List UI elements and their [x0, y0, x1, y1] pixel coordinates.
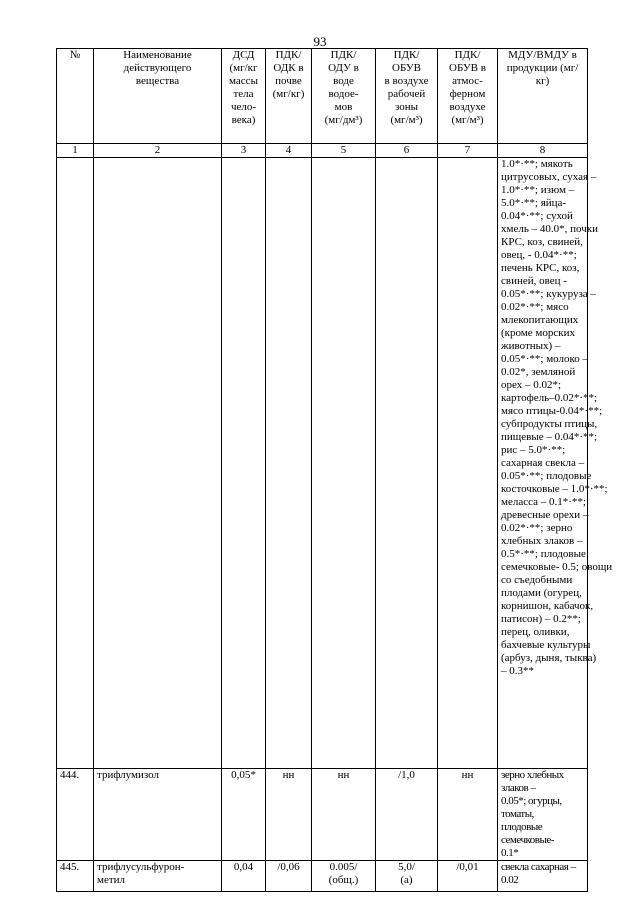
page-number: 93 — [313, 34, 327, 49]
mdu-line: КРС, коз, свиней, — [501, 236, 583, 248]
header-line: почве — [275, 75, 302, 87]
cell-line: /1,0 — [398, 769, 415, 781]
mdu-line: 0.05*·**; кукуруза – — [501, 288, 596, 300]
pdk-water-value — [312, 769, 376, 861]
column-number: 1 — [57, 144, 94, 158]
cell-line: плодовые семечковые- — [501, 821, 554, 846]
mdu-line: сахарная свекла – — [501, 457, 585, 469]
header-line: водое- — [328, 88, 359, 100]
mdu-line: корнишон, кабачок, — [501, 600, 594, 612]
header-line: (мг/м³) — [390, 114, 423, 126]
header-cell — [498, 49, 588, 144]
pdk-atm-value — [438, 769, 498, 861]
header-line: продукции (мг/кг) — [506, 62, 579, 87]
header-cell — [57, 49, 94, 144]
mdu-line: 1.0*·**; изюм – — [501, 184, 575, 196]
column-number: 4 — [266, 144, 312, 158]
mdu-line: свиней, овец - — [501, 275, 567, 287]
mdu-line: со съедобными — [501, 574, 573, 586]
mdu-line: бахчевые культуры — [501, 639, 591, 651]
mdu-line: мясо птицы-0.04*·**; — [501, 405, 603, 417]
mdu-line: пищевые – 0.04*·**; — [501, 431, 598, 443]
column-number: 3 — [222, 144, 266, 158]
column-number: 6 — [376, 144, 438, 158]
mdu-line: хмель – 40.0*, почки — [501, 223, 598, 235]
cell-line: (а) — [400, 874, 413, 886]
continuation-row — [57, 158, 588, 769]
header-line: зоны — [394, 101, 419, 113]
mdu-value — [498, 861, 588, 892]
header-line: атмос- — [452, 75, 483, 87]
mdu-line: овец, - 0.04*·**; — [501, 249, 577, 261]
header-line: в воздухе — [384, 75, 429, 87]
mdu-line: орех – 0.02*; — [501, 379, 562, 391]
mdu-line: 5.0*·**; яйца- — [501, 197, 567, 209]
header-cell — [266, 49, 312, 144]
header-cell — [312, 49, 376, 144]
cell-line: нн — [461, 769, 474, 781]
header-line: ПДК/ — [330, 49, 357, 61]
header-line: ферном — [449, 88, 486, 100]
continuation-mdu-cell — [498, 158, 613, 769]
header-line: массы — [229, 75, 258, 87]
mdu-line: рис – 5.0*·**; — [501, 444, 566, 456]
header-line: мов — [334, 101, 353, 113]
mdu-line: картофель–0.02*·**; — [501, 392, 598, 404]
mdu-line: 1.0*·**; мякоть — [501, 158, 573, 170]
cell-line: /0,01 — [456, 861, 479, 873]
pdk-soil-value — [266, 769, 312, 861]
cell-line: (общ.) — [328, 874, 359, 886]
column-number: 7 — [438, 144, 498, 158]
mdu-line: субпродукты птицы, — [501, 418, 598, 430]
cell-line: трифлусульфурон- — [97, 861, 185, 873]
cell-line: нн — [282, 769, 295, 781]
mdu-line: цитрусовых, сухая – — [501, 171, 597, 183]
pdk-soil-value — [266, 861, 312, 892]
header-line: вещества — [135, 75, 180, 87]
mdu-line: – 0.3** — [501, 665, 534, 677]
mdu-line: (арбуз, дыня, тыква) — [501, 652, 597, 664]
mdu-line: (кроме морских — [501, 327, 575, 339]
dsd-value — [222, 861, 266, 892]
header-line: ДСД — [232, 49, 255, 61]
cell-line: зерно хлебных злаков – — [501, 769, 564, 794]
column-number: 8 — [498, 144, 588, 158]
header-line: (мг/м³) — [451, 114, 484, 126]
mdu-line: косточковые – 1.0*·**; — [501, 483, 608, 495]
mdu-line: 0.05*·**; плодовые — [501, 470, 592, 482]
table-row — [57, 861, 588, 892]
column-number: 2 — [94, 144, 222, 158]
pdk-atm-value — [438, 861, 498, 892]
cell-line: /0,06 — [277, 861, 300, 873]
mdu-line: 0.02*·**; мясо — [501, 301, 569, 313]
substance-name — [94, 769, 222, 861]
mdu-line: печень КРС, коз, — [501, 262, 580, 274]
mdu-line: животных) – — [501, 340, 561, 352]
cell-line: свекла сахарная – 0.02 — [501, 861, 576, 886]
dsd-value — [222, 769, 266, 861]
column-number-row — [57, 144, 588, 158]
header-line: МДУ/ВМДУ в — [508, 49, 577, 61]
header-line: воздухе — [449, 101, 486, 113]
mdu-line: хлебных злаков – — [501, 535, 583, 547]
cell-line: 0.005/ — [329, 861, 358, 873]
table-row — [57, 769, 588, 861]
header-cell — [376, 49, 438, 144]
header-line: (мг/дм³) — [324, 114, 363, 126]
mdu-line: семечковые- 0.5; овощи — [501, 561, 613, 573]
cell-line: 0.1* — [501, 847, 519, 859]
header-line: ПДК/ — [275, 49, 302, 61]
mdu-line: древесные орехи – — [501, 509, 589, 521]
mdu-line: 0.02*·**; зерно — [501, 522, 573, 534]
cell-line: 0.05*; огурцы, томаты, — [501, 795, 562, 820]
header-line: рабочей — [387, 88, 426, 100]
substance-name — [94, 861, 222, 892]
header-line: (мг/кг) — [272, 88, 305, 100]
cell-line: 5,0/ — [398, 861, 415, 873]
header-cell — [222, 49, 266, 144]
header-line: ОБУВ — [392, 62, 421, 74]
pdk-work-value — [376, 769, 438, 861]
header-line: тела — [233, 88, 254, 100]
mdu-line: млекопитающих — [501, 314, 579, 326]
header-line: (мг/кг — [229, 62, 258, 74]
cell-line: трифлумизол — [97, 769, 159, 781]
column-number: 5 — [312, 144, 376, 158]
mdu-line: 0.5*·**; плодовые — [501, 548, 586, 560]
cell-line: 0,05* — [231, 769, 256, 781]
cell-line: метил — [97, 874, 126, 886]
header-line: чело- — [230, 101, 257, 113]
header-line: века) — [231, 114, 256, 126]
pdk-work-value — [376, 861, 438, 892]
header-line: воде — [333, 75, 354, 87]
regulation-table — [56, 48, 613, 892]
header-line: ПДК/ — [393, 49, 420, 61]
pdk-water-value — [312, 861, 376, 892]
header-line: действующего — [123, 62, 192, 74]
row-number: 444. — [57, 769, 94, 861]
mdu-line: 0.05*·**; молоко – — [501, 353, 589, 365]
row-number: 445. — [57, 861, 94, 892]
header-line: ОДК в — [273, 62, 304, 74]
header-line: Наименование — [123, 49, 192, 61]
header-line: № — [69, 49, 81, 61]
header-line: ПДК/ — [454, 49, 481, 61]
mdu-line: патисон) – 0.2**; — [501, 613, 581, 625]
mdu-line: 0.02*, земляной — [501, 366, 576, 378]
cell-line: нн — [337, 769, 350, 781]
cell-line: 0,04 — [233, 861, 254, 873]
header-cell — [438, 49, 498, 144]
mdu-value — [498, 769, 588, 861]
header-cell — [94, 49, 222, 144]
header-line: ОБУВ в — [449, 62, 486, 74]
mdu-line: меласса – 0.1*·**; — [501, 496, 586, 508]
header-line: ОДУ в — [328, 62, 359, 74]
mdu-line: плодами (огурец, — [501, 587, 582, 599]
header-row — [57, 49, 588, 144]
mdu-line: 0.04*·**; сухой — [501, 210, 573, 222]
mdu-line: перец, оливки, — [501, 626, 570, 638]
